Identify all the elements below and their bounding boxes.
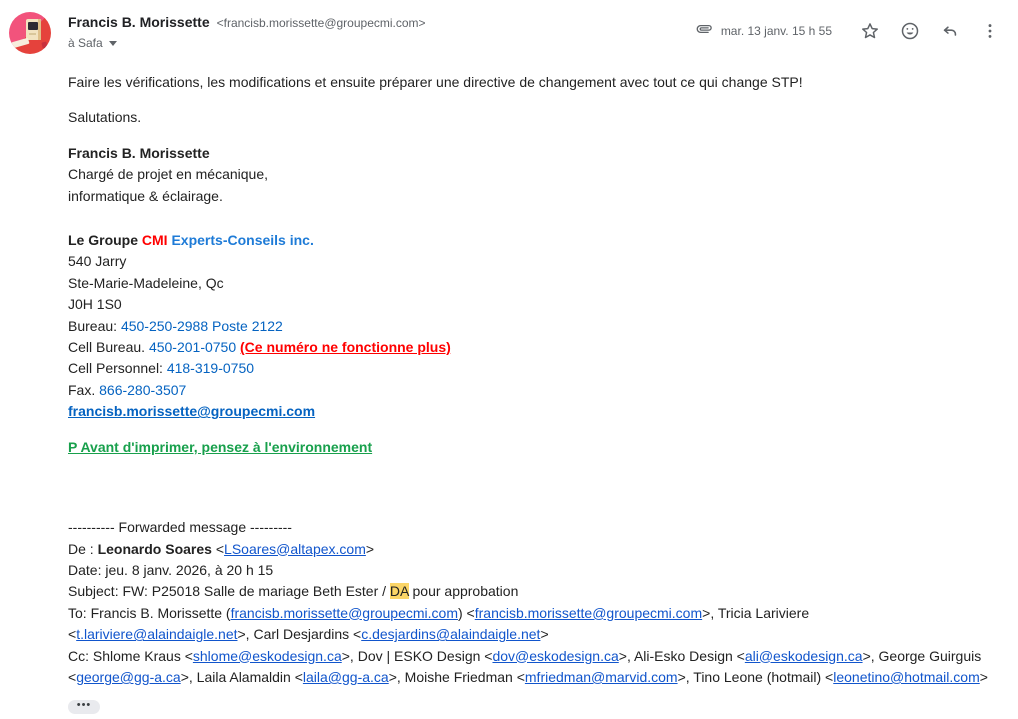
link[interactable]: 866-280-3507 [99, 381, 187, 398]
phone-fax [68, 380, 1014, 401]
link[interactable]: 450-250-2988 Poste 2122 [120, 317, 283, 334]
text-segment: > [365, 540, 375, 557]
address-line [68, 251, 1014, 272]
star-button[interactable] [850, 14, 890, 48]
text-segment: De : [68, 540, 98, 557]
text-segment: DA [389, 583, 409, 600]
text-segment: >, Moishe Friedman < [388, 668, 525, 685]
link[interactable]: leonetino@hotmail.com [833, 668, 980, 685]
environment-note [68, 437, 1014, 458]
link[interactable]: shlome@eskodesign.ca [192, 647, 342, 664]
forwarded-divider [68, 517, 1014, 538]
text-segment: Subject: FW: P25018 Salle de mariage Beth Ester / [68, 583, 390, 600]
emoji-reaction-button[interactable] [890, 14, 930, 48]
text-segment: (Ce numéro ne fonctionne plus) [240, 339, 451, 356]
sender-avatar[interactable] [9, 12, 51, 54]
text-segment: Salutations. [68, 109, 142, 126]
avatar-computer-illustration [29, 33, 36, 35]
text-segment: Chargé de projet en mécanique, [68, 166, 269, 183]
text-segment: >, Ali-Esko Design < [618, 647, 745, 664]
link[interactable]: francisb.morissette@groupecmi.com [230, 604, 458, 621]
text-segment: informatique & éclairage. [68, 187, 223, 204]
text-segment: >, Dov | ESKO Design < [341, 647, 493, 664]
signature-email [68, 401, 1014, 422]
link[interactable]: 450-201-0750 [148, 339, 237, 356]
text-segment: Le Groupe [68, 232, 142, 249]
reply-button[interactable] [930, 14, 970, 48]
text-segment: >, Tricia Lariviere [702, 604, 810, 621]
forwarded-to [68, 603, 1014, 624]
avatar-mouse-illustration [41, 41, 47, 48]
phone-cell-personal [68, 358, 1014, 379]
text-segment: < [211, 540, 225, 557]
recipient-details-button[interactable] [68, 36, 426, 50]
link[interactable]: t.lariviere@alaindaigle.net [76, 626, 238, 643]
link[interactable]: c.desjardins@alaindaigle.net [361, 626, 541, 643]
chevron-down-icon [109, 41, 117, 46]
avatar-computer-illustration [28, 22, 38, 30]
body-paragraph [68, 72, 1014, 93]
link[interactable]: 418-319-0750 [166, 360, 255, 377]
text-segment: Leonardo Soares [97, 540, 212, 557]
message-body [68, 72, 1014, 714]
message-header [68, 14, 426, 50]
link[interactable]: george@gg-a.ca [76, 668, 181, 685]
attachment-icon [695, 20, 713, 43]
message-header-actions [695, 14, 1010, 48]
sender-email: <francisb.morissette@groupecmi.com> [216, 16, 426, 30]
text-segment: Date: jeu. 8 janv. 2026, à 20 h 15 [68, 561, 274, 578]
text-segment: Bureau: [68, 317, 121, 334]
text-segment: J0H 1S0 [68, 296, 122, 313]
text-segment: pour approbation [408, 583, 519, 600]
link[interactable]: dov@eskodesign.ca [492, 647, 619, 664]
text-segment: Experts-Conseils inc. [171, 232, 314, 249]
message-date: mar. 13 janv. 15 h 55 [720, 24, 832, 38]
text-segment: >, Laila Alamaldin < [180, 668, 303, 685]
address-line [68, 294, 1014, 315]
forwarded-cc [68, 667, 1014, 688]
phone-cell-office [68, 337, 1014, 358]
sender-name: Francis B. Morissette [68, 14, 210, 30]
text-segment: > [979, 668, 988, 685]
text-segment: Ste-Marie-Madeleine, Qc [68, 274, 224, 291]
signature-title [68, 164, 1014, 185]
text-segment: > [540, 626, 549, 643]
text-segment: < [68, 626, 77, 643]
link[interactable]: laila@gg-a.ca [302, 668, 389, 685]
signature-title [68, 186, 1014, 207]
forwarded-cc [68, 646, 1014, 667]
avatar-computer-illustration [38, 19, 41, 40]
text-segment: < [68, 668, 77, 685]
link[interactable]: LSoares@altapex.com [224, 540, 366, 557]
text-segment: Fax. [68, 381, 100, 398]
text-segment: Cell Bureau. [68, 339, 149, 356]
text-segment: To: Francis B. Morissette ( [68, 604, 231, 621]
text-segment: >, George Guirguis [862, 647, 982, 664]
show-trimmed-content-button[interactable] [68, 700, 100, 714]
text-segment: CMI [141, 232, 168, 249]
text-segment: >, Tino Leone (hotmail) < [677, 668, 834, 685]
body-paragraph [68, 107, 1014, 128]
phone-office [68, 316, 1014, 337]
ellipsis-icon: ••• [76, 699, 92, 712]
text-segment: 540 Jarry [68, 253, 127, 270]
link[interactable]: ali@eskodesign.ca [744, 647, 863, 664]
text-segment: Francis B. Morissette [68, 144, 210, 161]
forwarded-subject [68, 581, 1014, 602]
signature-name [68, 143, 1014, 164]
address-line [68, 273, 1014, 294]
forwarded-date [68, 560, 1014, 581]
text-segment: ---------- Forwarded message --------- [68, 519, 292, 536]
text-segment: Cc: Shlome Kraus < [68, 647, 193, 664]
text-segment: >, Carl Desjardins < [237, 626, 362, 643]
forwarded-to [68, 624, 1014, 645]
recipient-label: à Safa [68, 36, 103, 50]
link[interactable]: mfriedman@marvid.com [524, 668, 678, 685]
more-options-button[interactable] [970, 14, 1010, 48]
text-segment: P Avant d'imprimer, pensez à l'environnement [68, 438, 373, 455]
link[interactable]: francisb.morissette@groupecmi.com [68, 403, 316, 420]
text-segment: Cell Personnel: [68, 360, 167, 377]
link[interactable]: francisb.morissette@groupecmi.com [474, 604, 703, 621]
text-segment: Faire les vérifications, les modifications et ensuite préparer une directive de changement avec tout ce qui change STP! [68, 74, 803, 90]
forwarded-from [68, 539, 1014, 560]
text-segment: ) < [458, 604, 475, 621]
avatar-keyboard-illustration [12, 38, 30, 48]
company-name [68, 230, 1014, 251]
